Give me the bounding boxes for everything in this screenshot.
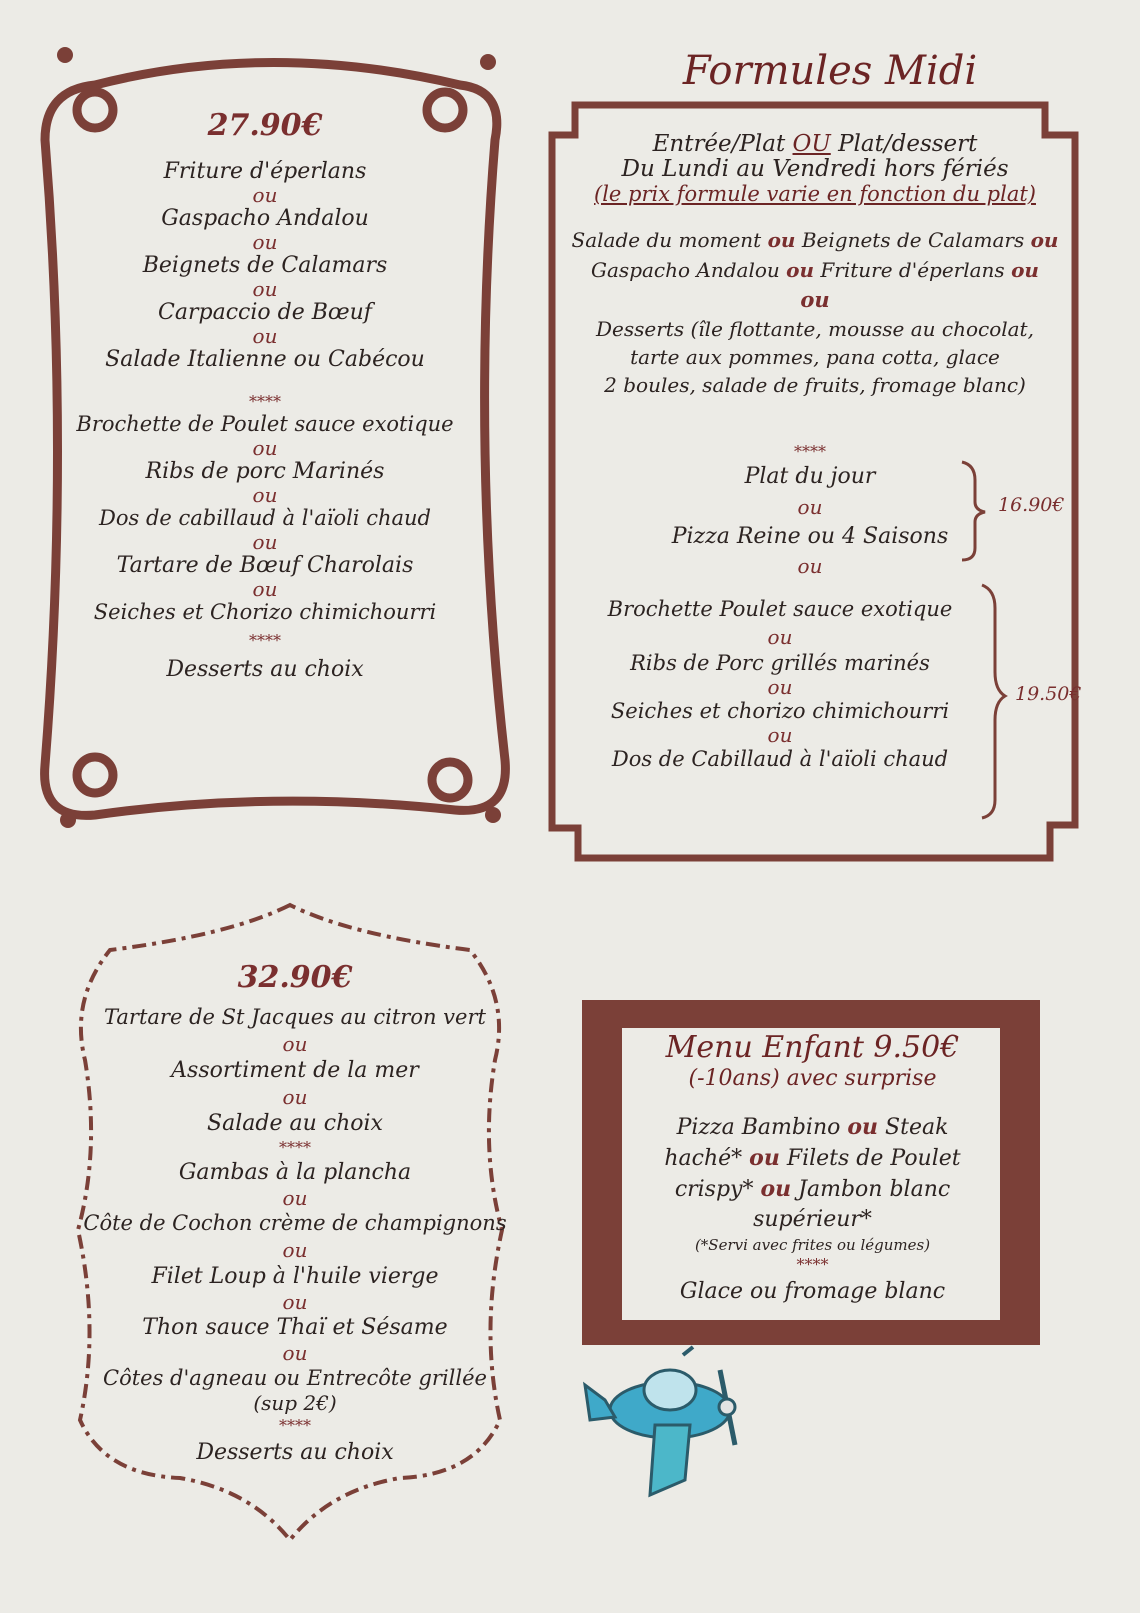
starter-item: Beignets de Calamars [142, 253, 388, 278]
enfant-title: Menu Enfant 9.50€ [665, 1030, 960, 1065]
main-item: Thon sauce Thaï et Sésame [142, 1315, 448, 1340]
ou-separator: ou [282, 1290, 308, 1314]
enfant-text: Steak [885, 1115, 949, 1140]
group2-item: Dos de Cabillaud à l'aïoli chaud [611, 747, 949, 771]
menu-enfant [625, 1030, 1000, 1309]
enfant-text: Filets de Poulet [786, 1146, 961, 1171]
toy-airplane-icon [585, 1347, 735, 1495]
dessert-item: Desserts au choix [196, 1440, 394, 1465]
separator-stars: **** [279, 1138, 311, 1157]
ou-inline: ou [786, 258, 815, 282]
enfant-text: crispy* [674, 1177, 754, 1202]
enfant-subtitle: (-10ans) avec surprise [688, 1066, 937, 1091]
ou-separator: ou [767, 625, 793, 649]
menu-price: 27.90€ [207, 108, 323, 143]
starter-item: Carpaccio de Bœuf [158, 300, 372, 325]
starter-item: Tartare de St Jacques au citron vert [104, 1005, 486, 1029]
desserts-line: 2 boules, salade de fruits, fromage blanc) [604, 373, 1026, 397]
formule-starters-1 [560, 225, 1070, 255]
separator-stars: **** [249, 392, 281, 411]
ou-inline: ou [847, 1114, 879, 1140]
enfant-line [625, 1174, 1000, 1205]
separator-stars: **** [249, 631, 281, 650]
enfant-text: Jambon blanc [798, 1177, 951, 1202]
formule-entree-plat: Entrée/Plat [652, 131, 786, 157]
ou-separator: ou [797, 554, 823, 578]
separator-stars: **** [796, 1255, 829, 1274]
ou-inline: ou [760, 1176, 792, 1202]
group1-price: 16.90€ [998, 494, 1065, 516]
main-item: Ribs de porc Marinés [145, 459, 385, 484]
formule-starters-2 [560, 255, 1070, 285]
main-item: Dos de cabillaud à l'aïoli chaud [99, 506, 431, 530]
formule-days: Du Lundi au Vendredi hors fériés [621, 156, 1009, 182]
ou-separator: ou [282, 1032, 308, 1056]
enfant-dessert: Glace ou fromage blanc [679, 1279, 946, 1304]
main-item: Côte de Cochon crème de champignons [83, 1211, 507, 1235]
supplement-note: (sup 2€) [253, 1391, 337, 1415]
main-item: Côtes d'agneau ou Entrecôte grillée [103, 1366, 487, 1390]
main-item: Filet Loup à l'huile vierge [151, 1264, 439, 1289]
formules-group1 [600, 442, 1020, 580]
group2-item: Seiches et chorizo chimichourri [610, 699, 950, 723]
main-item: Brochette de Poulet sauce exotique [76, 412, 454, 436]
ou-separator: ou [252, 277, 278, 301]
main-item: Tartare de Bœuf Charolais [116, 553, 414, 578]
ou-separator: ou [252, 577, 278, 601]
starter-text: Friture d'éperlans [820, 258, 1005, 282]
dessert-item: Desserts au choix [166, 657, 364, 682]
group2-price: 19.50€ [1015, 683, 1082, 705]
enfant-line: supérieur* [753, 1207, 872, 1232]
desserts-line: tarte aux pommes, pana cotta, glace [630, 345, 1000, 369]
ou-separator: ou [282, 1186, 308, 1210]
ou-separator: ou [282, 1238, 308, 1262]
starter-text: Gaspacho Andalou [591, 258, 780, 282]
enfant-line [625, 1143, 1000, 1174]
starter-item: Gaspacho Andalou [161, 206, 369, 231]
ou-separator: ou [767, 675, 793, 699]
ou-separator: ou [282, 1085, 308, 1109]
ou-separator: ou [252, 436, 278, 460]
ou-separator: ou [252, 183, 278, 207]
starter-item: Friture d'éperlans [163, 159, 367, 184]
enfant-note: (*Servi avec frites ou légumes) [694, 1236, 931, 1254]
ou-separator: ou [282, 1341, 308, 1365]
starter-item: Salade Italienne ou Cabécou [105, 347, 425, 372]
group2-item: Brochette Poulet sauce exotique [607, 597, 953, 621]
ou-separator: ou [252, 530, 278, 554]
ou-inline: ou [1030, 228, 1059, 252]
menu-price: 32.90€ [237, 960, 353, 995]
desserts-line: Desserts (île flottante, mousse au chocolat, [596, 317, 1034, 341]
enfant-line [625, 1112, 1000, 1143]
main-item: Gambas à la plancha [178, 1160, 412, 1185]
ou-separator: ou [252, 230, 278, 254]
ou-separator: ou [252, 324, 278, 348]
menu-27-90 [60, 108, 470, 682]
ou-inline: ou [1011, 258, 1039, 282]
starter-text: Beignets de Calamars [801, 228, 1025, 252]
formules-midi [560, 132, 1070, 399]
starter-text: Salade du moment [571, 228, 762, 252]
group1-item: Pizza Reine ou 4 Saisons [671, 524, 949, 549]
ou-separator: ou [767, 723, 793, 747]
ou-separator: ou [252, 483, 278, 507]
formule-plat-dessert: Plat/dessert [838, 131, 978, 157]
separator-stars: **** [279, 1416, 311, 1435]
formule-line1 [560, 132, 1070, 157]
formule-price-note: (le prix formule varie en fonction du plat) [594, 182, 1036, 206]
formule-ou: OU [792, 131, 831, 157]
enfant-text: haché* [664, 1146, 743, 1171]
group1-item: Plat du jour [744, 464, 876, 489]
main-item: Seiches et Chorizo chimichourri [93, 600, 437, 624]
separator-stars: **** [794, 442, 826, 461]
starter-item: Assortiment de la mer [171, 1058, 419, 1083]
ou-separator: ou [800, 287, 830, 312]
ou-separator: ou [797, 495, 823, 519]
group2-item: Ribs de Porc grillés marinés [630, 651, 930, 675]
enfant-text: Pizza Bambino [676, 1115, 841, 1140]
formules-title: Formules Midi [682, 48, 978, 94]
starter-item: Salade au choix [207, 1111, 383, 1136]
formules-group2 [570, 594, 990, 772]
ou-inline: ou [767, 228, 796, 252]
ou-inline: ou [749, 1145, 780, 1171]
menu-32-90 [75, 960, 515, 1465]
